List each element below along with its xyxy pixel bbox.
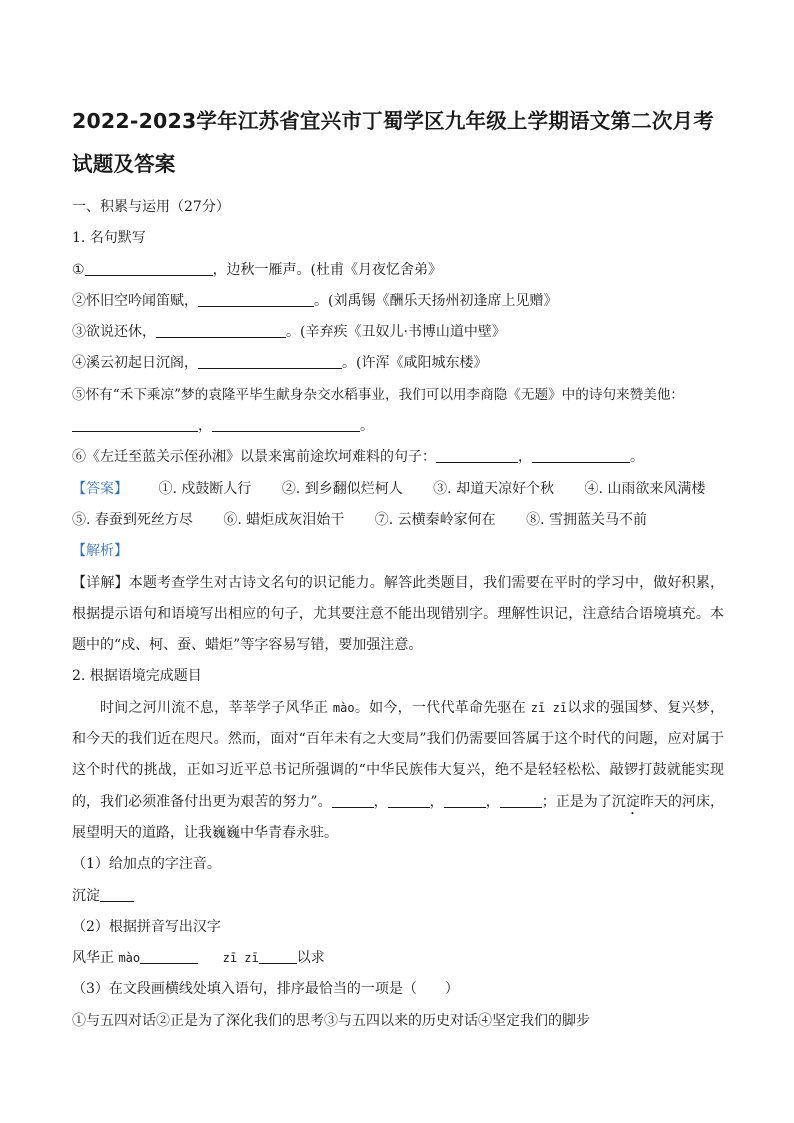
word: 以求	[296, 950, 325, 967]
answer-tag: 【答案】	[72, 480, 128, 497]
q2-passage	[72, 693, 724, 849]
q1-item-2	[72, 286, 724, 317]
passage-text: 时间之河川流不息，莘莘学子风华正	[100, 699, 329, 716]
q2-sub-2-answer	[72, 943, 724, 974]
answer-blank[interactable]	[532, 448, 630, 463]
q2-sub-3-options: ①与五四对话②正是为了深化我们的思考③与五四以来的历史对话④坚定我们的脚步	[72, 1012, 590, 1029]
q1-item-1	[72, 255, 724, 286]
answer-item: ⑥. 蜡炬成灰泪始干	[223, 511, 345, 528]
answer-blank[interactable]	[156, 323, 286, 338]
answer-blank[interactable]	[198, 292, 314, 307]
answer-item: ④. 山雨欲来风满楼	[584, 480, 706, 497]
terminator: 。	[630, 449, 644, 466]
passage-text: 昨天的河床，展望明天的道路，让我巍巍中华青春永驻。	[72, 793, 725, 841]
answer-blank[interactable]	[140, 949, 198, 964]
q1-item-5: ⑤怀有“禾下乘凉”梦的袁隆平毕生献身杂交水稻事业，我们可以用李商隐《无题》中的诗句来赞美他：	[72, 386, 685, 403]
answer-item: ③. 却道天凉好个秋	[433, 480, 555, 497]
passage-text: ；正是为了沉	[541, 793, 626, 810]
question-1-heading: 1. 名句默写	[72, 230, 146, 247]
separator: ，	[373, 793, 388, 810]
q1-item-4	[72, 348, 724, 379]
document-title	[72, 100, 724, 186]
q1-item-4-suffix: 。(许浑《咸阳城东楼》	[342, 355, 488, 372]
answer-blank[interactable]	[444, 793, 486, 808]
separator: ，	[429, 793, 444, 810]
analysis-detail	[72, 568, 724, 662]
q1-item-6-prefix: ⑥《左迁至蓝关示侄孙湘》以景来寓前途坎坷难料的句子：	[72, 449, 436, 466]
answer-item: ②. 到乡翻似烂柯人	[281, 480, 403, 497]
word: 沉淀	[72, 887, 100, 904]
answer-item: ⑤. 春蚕到死丝方尽	[72, 511, 193, 528]
q1-item-2-prefix: ②怀旧空吟闻笛赋，	[72, 292, 198, 309]
answer-item: ⑦. 云横秦岭家何在	[374, 511, 496, 528]
q1-item-1-prefix: ①	[72, 261, 85, 278]
title-line-1: 2022-2023学年江苏省宜兴市丁蜀学区九年级上学期语文第二次月考	[72, 109, 714, 133]
pinyin: zī zī	[530, 700, 568, 715]
answer-blank[interactable]	[332, 793, 374, 808]
passage-text: 。如今，一代代革命先驱在	[354, 699, 527, 716]
title-line-2: 试题及答案	[72, 152, 176, 176]
analysis-heading	[72, 536, 724, 567]
pinyin: zī zī	[222, 951, 259, 966]
word: 风华正	[72, 950, 114, 967]
answer-blank[interactable]	[72, 417, 198, 432]
q2-sub-1: （1）给加点的字注音。	[72, 856, 221, 873]
answer-blank[interactable]	[500, 793, 542, 808]
answer-row-1	[72, 474, 724, 505]
q1-item-3	[72, 317, 724, 348]
q1-item-6	[72, 442, 724, 473]
detail-text: 本题考查学生对古诗文名句的识记能力。解答此类题目，我们需要在平时的学习中，做好积累，根据提示语句和语境写出相应的句子，尤其要注意不能出现错别字。理解性识记，注意结合语境填充。本题中的“戍、柯、蚕、蜡炬”等字容易写错，要加强注意。	[72, 574, 725, 654]
answer-blank[interactable]	[388, 793, 430, 808]
answer-item: ⑧. 雪拥蓝关马不前	[526, 511, 647, 528]
answer-blank[interactable]	[198, 354, 342, 369]
q1-item-1-suffix: ，边秋一雁声。(杜甫《月夜忆舍弟》	[212, 261, 443, 278]
detail-tag: 【详解】	[72, 574, 129, 591]
answer-blank[interactable]	[85, 261, 213, 276]
answer-blank[interactable]	[100, 887, 134, 902]
analysis-tag: 【解析】	[72, 543, 128, 560]
pinyin: mào	[118, 951, 141, 966]
q1-item-5-blanks	[72, 411, 724, 442]
question-2-heading: 2. 根据语境完成题目	[72, 668, 202, 685]
pinyin: mào	[332, 700, 355, 715]
terminator: 。	[360, 418, 374, 435]
section-heading: 一、积累与运用（27分）	[72, 199, 230, 215]
separator: ，	[518, 449, 532, 466]
emphasized-char: 淀	[625, 793, 640, 810]
q1-item-2-suffix: 。(刘禹锡《酬乐天扬州初逢席上见赠》	[314, 292, 558, 309]
answer-blank[interactable]	[212, 417, 360, 432]
separator: ，	[198, 418, 212, 435]
passage-text: 以求的强国梦、复兴梦，和今天的我们近在咫尺。然而，面对“百年未有之大变局”我们仍需要回答属于这个时代的问题，应对属于这个时代的挑战，正如习近平总书记所强调的“中华民族伟大复兴，绝不是轻轻松松、敲锣打鼓就能实现的，我们必须准备付出更为艰苦的努力”。	[72, 699, 725, 810]
q1-item-3-suffix: 。(辛弃疾《丑奴儿·书博山道中壁》	[286, 324, 506, 341]
document-page	[72, 100, 724, 1037]
q2-sub-1-answer	[72, 881, 724, 912]
answer-blank[interactable]	[436, 448, 518, 463]
answer-row-2	[72, 505, 724, 536]
q1-item-4-prefix: ④溪云初起日沉阁，	[72, 355, 198, 372]
q2-sub-2: （2）根据拼音写出汉字	[72, 918, 221, 935]
answer-item: ①. 戍鼓断人行	[158, 480, 252, 497]
answer-blank[interactable]	[259, 949, 297, 964]
q2-sub-3: （3）在文段画横线处填入语句，排序最恰当的一项是（ ）	[72, 981, 459, 998]
q1-item-3-prefix: ③欲说还休，	[72, 324, 156, 341]
separator: ，	[485, 793, 500, 810]
